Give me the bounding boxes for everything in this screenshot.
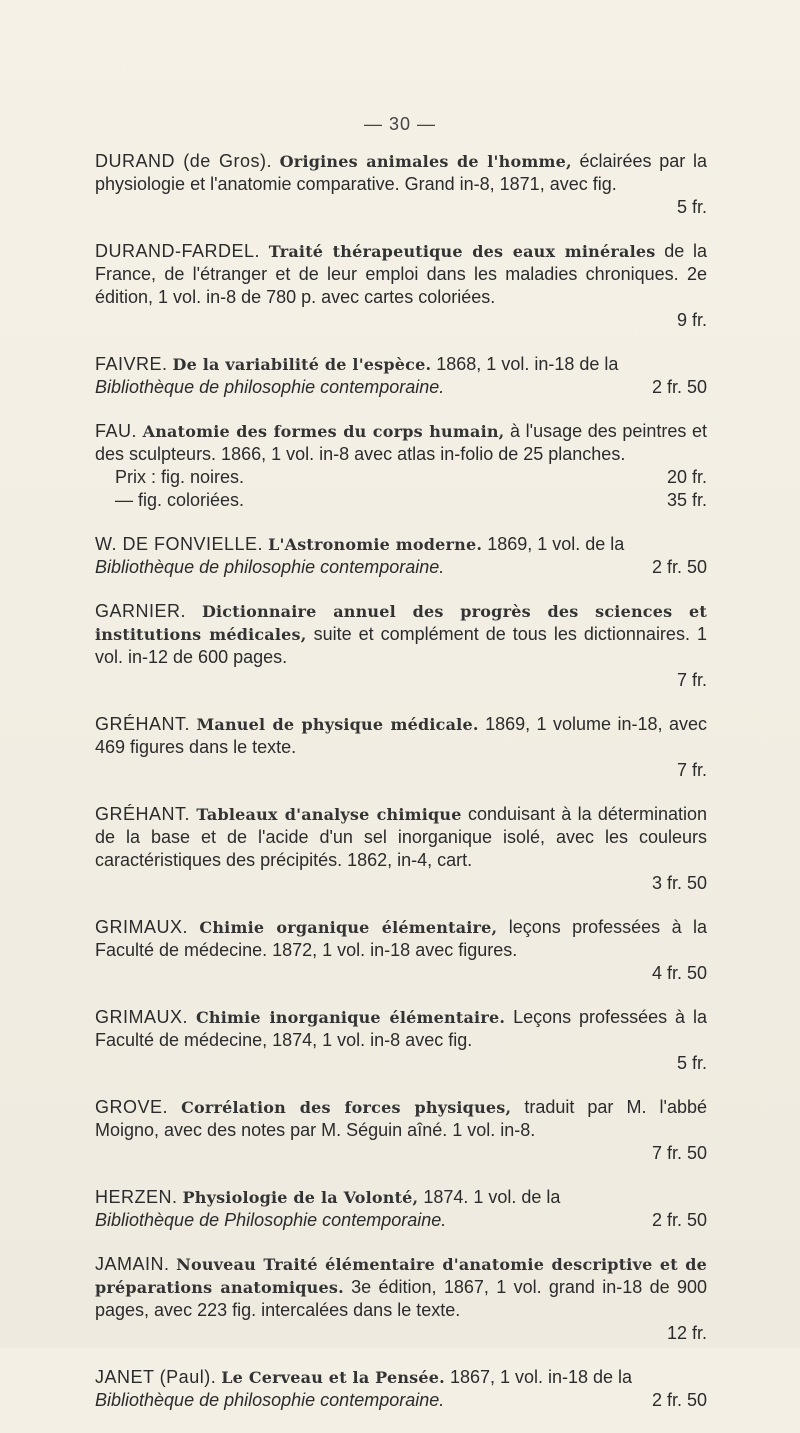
catalog-entry [95,713,707,782]
entry-title: Tableaux d'analyse chimique [196,805,462,824]
catalog-entry [95,916,707,985]
entry-details: de la France, de l'étranger et de leur emploi dans les maladies chroniques. 2e édition, 1 vol. in-8 de 780 p. avec cartes coloriées. [95,241,707,307]
entry-author: GRIMAUX. [95,1007,189,1027]
entry-details: 1869, 1 vol. de la [487,534,625,554]
entry-author: DURAND-FARDEL. [95,241,261,261]
entry-price: 12 fr. [666,1323,707,1343]
catalog-entry [95,240,707,332]
entry-price: 5 fr. [676,197,707,217]
entry-author: GARNIER. [95,601,187,621]
entry-author: JANET (Paul). [95,1367,217,1387]
entry-title: Origines animales de l'homme, [279,152,572,171]
entry-author: GRIMAUX. [95,917,189,937]
entry-price: 7 fr. [676,760,707,780]
catalog-entry [95,420,707,512]
entry-author: HERZEN. [95,1187,178,1207]
entry-price: 3 fr. 50 [651,873,707,893]
entry-price: 20 fr. [666,467,707,487]
entry-price: 2 fr. 50 [651,1210,707,1230]
entry-series: Bibliothèque de Philosophie contemporaine. [95,1210,447,1230]
entry-title: L'Astronomie moderne. [268,535,483,554]
entry-price: 5 fr. [676,1053,707,1073]
catalog-entry [95,1006,707,1075]
entry-title: Dictionnaire annuel des progrès des sciences et institutions médicales, [95,602,707,644]
entry-author: DURAND (de Gros). [95,151,272,171]
entry-price: 2 fr. 50 [651,1390,707,1410]
catalog-entry [95,533,707,579]
entry-author: W. DE FONVIELLE. [95,534,264,554]
catalog-entry [95,1186,707,1232]
entry-title: Nouveau Traité élémentaire d'anatomie descriptive et de préparations anatomiques. [95,1255,707,1297]
entry-title: Chimie organique élémentaire, [199,918,498,937]
entry-title: Corrélation des forces physiques, [181,1098,512,1117]
entry-price: 4 fr. 50 [651,963,707,983]
entry-author: GRÉHANT. [95,714,191,734]
entry-details: 1868, 1 vol. in-18 de la [436,354,619,374]
entry-price: 2 fr. 50 [651,377,707,397]
entry-title: Le Cerveau et la Pensée. [221,1368,445,1387]
entry-details: suite et complément de tous les dictionnaires. 1 vol. in-12 de 600 pages. [95,624,707,667]
catalog-entry [95,803,707,895]
entry-author: GRÉHANT. [95,804,191,824]
catalog-entry [95,353,707,399]
catalog-entries [95,150,707,1433]
entry-author: FAU. [95,421,138,441]
entry-price: 9 fr. [676,310,707,330]
catalog-entry [95,1253,707,1345]
entry-details: traduit par M. l'abbé Moigno, avec des notes par M. Séguin aîné. 1 vol. in-8. [95,1097,707,1140]
entry-price: 7 fr. [676,670,707,690]
entry-title: Anatomie des formes du corps humain, [142,422,505,441]
entry-title: Traité thérapeutique des eaux minérales [268,242,656,261]
entry-series: Bibliothèque de philosophie contemporaine. [95,1390,445,1410]
catalog-entry [95,600,707,692]
entry-details: Leçons professées à la Faculté de médecine, 1874, 1 vol. in-8 avec fig. [95,1007,707,1050]
page-number: — 30 — [363,114,437,134]
entry-details: leçons professées à la Faculté de médecine. 1872, 1 vol. in-18 avec figures. [95,917,707,960]
entry-series: Bibliothèque de philosophie contemporaine. [95,377,445,397]
entry-title: Manuel de physique médicale. [196,715,479,734]
entry-title: Physiologie de la Volonté, [182,1188,419,1207]
entry-details: éclairées par la physiologie et l'anatomie comparative. Grand in-8, 1871, avec fig. [95,151,707,194]
entry-price: 2 fr. 50 [651,557,707,577]
price-option-label: Prix : fig. noires. [115,467,245,487]
entry-title: De la variabilité de l'espèce. [172,355,432,374]
entry-author: FAIVRE. [95,354,168,374]
entry-details: 1867, 1 vol. in-18 de la [449,1367,633,1387]
entry-author: GROVE. [95,1097,169,1117]
entry-details: 1874. 1 vol. de la [423,1187,561,1207]
catalog-entry [95,1366,707,1412]
catalog-entry [95,150,707,219]
entry-details: à l'usage des peintres et des sculpteurs. 1866, 1 vol. in-8 avec atlas in-folio de 25 planches. [95,421,707,464]
price-option-label: — fig. coloriées. [115,490,245,510]
entry-series: Bibliothèque de philosophie contemporaine. [95,557,445,577]
entry-details: conduisant à la détermination de la base et de l'acide d'un sel inorganique isolé, avec les couleurs caractéristiques des précipités. 1862, in-4, cart. [95,804,707,870]
entry-details: 3e édition, 1867, 1 vol. grand in-18 de 900 pages, avec 223 fig. intercalées dans le texte. [95,1277,707,1320]
entry-price: 35 fr. [666,490,707,510]
entry-details: 1869, 1 volume in-18, avec 469 figures dans le texte. [95,714,707,757]
entry-title: Chimie inorganique élémentaire. [195,1008,506,1027]
catalog-entry [95,1096,707,1165]
entry-author: JAMAIN. [95,1254,170,1274]
entry-price: 7 fr. 50 [651,1143,707,1163]
